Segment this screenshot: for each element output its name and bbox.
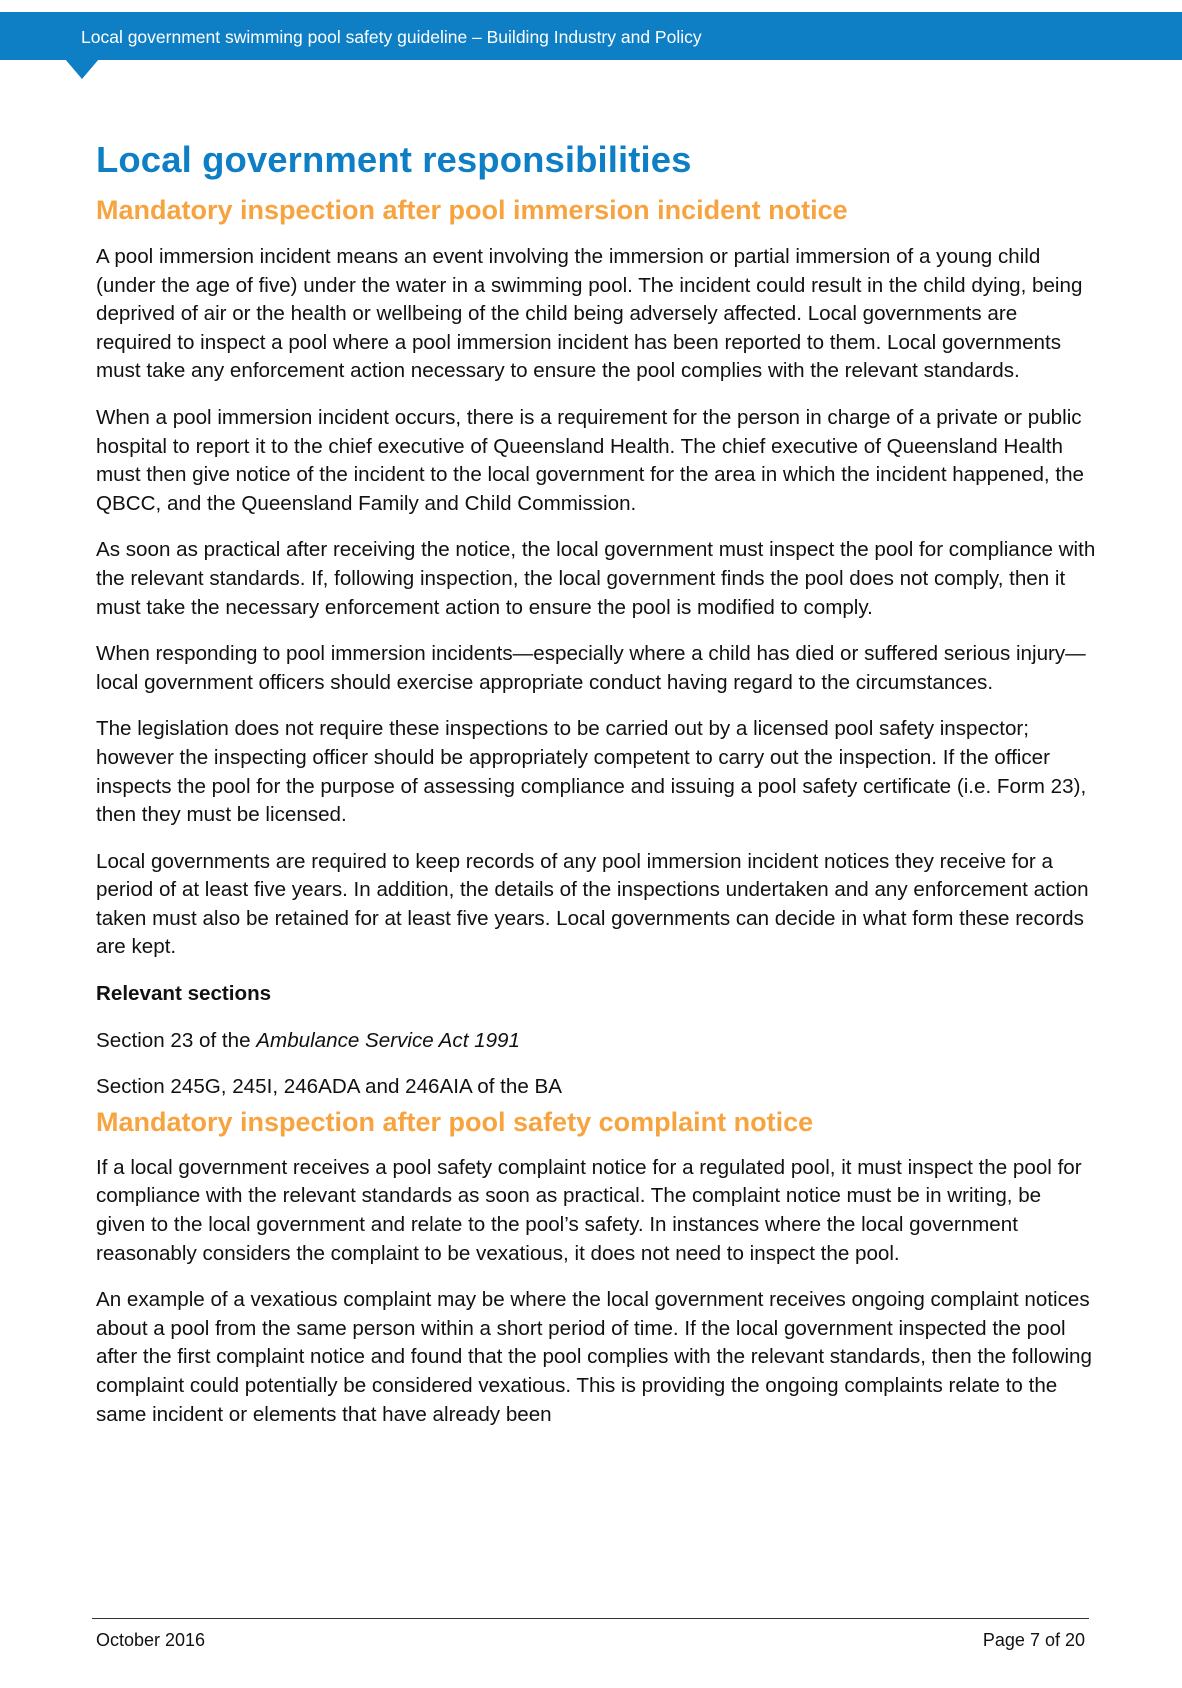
- paragraph: The legislation does not require these inspections to be carried out by a licensed pool safety inspector; however the inspecting officer should be appropriately competent to carry out the inspection. If the officer inspects the pool for the purpose of assessing compliance and issuing a pool safety certificate (i.e. Form 23), then they must be licensed.: [96, 717, 1087, 827]
- paragraph: A pool immersion incident means an event involving the immersion or partial immersion of a young child (under the age of five) under the water in a swimming pool. The incident could result in the child dying, being deprived of air or the health or wellbeing of the child being adversely affected. Local governments are required to inspect a pool where a pool immersion incident has been reported to them. Local governments must take any enforcement action necessary to ensure the pool complies with the relevant standards.: [96, 245, 1083, 383]
- reference-ba-sections: Section 245G, 245I, 246ADA and 246AIA of the BA: [96, 1075, 562, 1099]
- relevant-sections-label: Relevant sections: [96, 982, 272, 1006]
- page-number: Page 7 of 20: [982, 1630, 1085, 1650]
- paragraph: If a local government receives a pool safety complaint notice for a regulated pool, it must inspect the pool for compliance with the relevant standards as soon as practical. The complaint notice must be in writing, be given to the local government and relate to the pool’s safety. In instances where the local government reasonably considers the complaint to be vexatious, it does not need to inspect the pool.: [96, 1155, 1082, 1265]
- reference-ambulance-act: [96, 1027, 1096, 1056]
- paragraph: As soon as practical after receiving the notice, the local government must inspect the pool for compliance with the relevant standards. If, following inspection, the local government finds the pool does not comply, then it must take the necessary enforcement action to ensure the pool is modified to comply.: [96, 538, 1096, 619]
- reference-prefix: Section 23 of the: [96, 1028, 257, 1052]
- header-notch: [65, 59, 99, 79]
- paragraph: When responding to pool immersion incidents—especially where a child has died or suffered serious injury—local government officers should exercise appropriate conduct having regard to the circumstances.: [96, 642, 1086, 694]
- act-title: Ambulance Service Act 1991: [256, 1028, 520, 1052]
- section-heading-immersion: Mandatory inspection after pool immersion incident notice: [96, 195, 848, 225]
- footer-rule: [92, 1618, 1089, 1619]
- footer-date: October 2016: [96, 1630, 206, 1650]
- running-title: Local government swimming pool safety guideline – Building Industry and Policy: [81, 27, 702, 47]
- paragraph: When a pool immersion incident occurs, there is a requirement for the person in charge of a private or public hospital to report it to the chief executive of Queensland Health. The chief executive of Queensland Health must then give notice of the incident to the local government for the area in which the incident happened, the QBCC, and the Queensland Family and Child Commission.: [96, 405, 1084, 515]
- document-body: [96, 130, 1096, 1429]
- page-title: Local government responsibilities: [96, 139, 692, 180]
- header-band: [0, 12, 1182, 60]
- paragraph: Local governments are required to keep records of any pool immersion incident notices they receive for a period of at least five years. In addition, the details of the inspections undertaken and any enforcement action taken must also be retained for at least five years. Local governments can decide in what form these records are kept.: [96, 849, 1089, 959]
- paragraph: An example of a vexatious complaint may be where the local government receives ongoing complaint notices about a pool from the same person within a short period of time. If the local government inspected the pool after the first complaint notice and found that the pool complies with the relevant standards, then the following complaint could potentially be considered vexatious. This is providing the ongoing complaints relate to the same incident or elements that have already been: [96, 1288, 1092, 1426]
- section-heading-complaint: Mandatory inspection after pool safety complaint notice: [96, 1106, 814, 1137]
